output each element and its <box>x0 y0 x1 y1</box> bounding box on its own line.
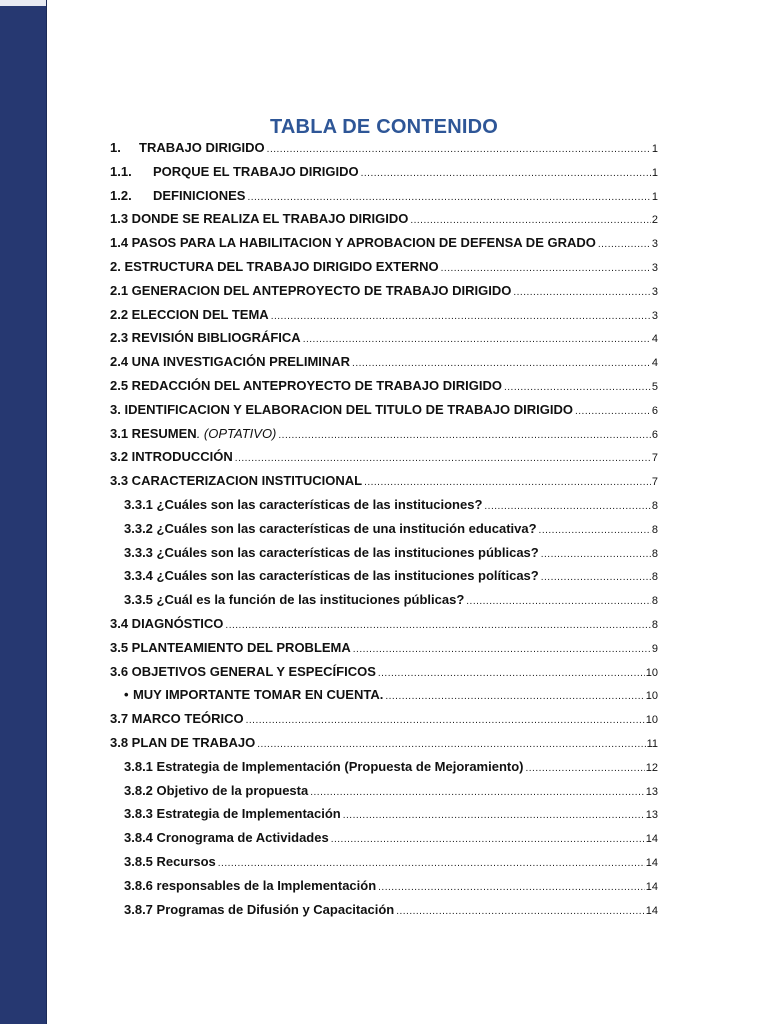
toc-entry[interactable] <box>110 711 658 735</box>
toc-page-number: 8 <box>651 499 658 512</box>
toc-entry[interactable] <box>110 545 658 569</box>
toc-page-number: 3 <box>651 238 658 251</box>
toc-page-number: 8 <box>651 523 658 536</box>
toc-dot-leader <box>378 668 645 679</box>
toc-page-number: 14 <box>645 904 658 917</box>
toc-dot-leader <box>235 453 651 464</box>
toc-dot-leader <box>575 406 651 417</box>
toc-entry[interactable] <box>110 640 658 664</box>
toc-page-number: 1 <box>651 143 658 155</box>
toc-dot-leader <box>513 287 651 298</box>
toc-entry[interactable] <box>110 449 658 473</box>
toc-entry-number: 1. <box>110 140 121 155</box>
toc-entry-text: 2.3 REVISIÓN BIBLIOGRÁFICA <box>110 330 301 346</box>
toc-page-number: 8 <box>651 595 658 608</box>
toc-dot-leader <box>310 787 645 798</box>
toc-page-number: 6 <box>651 404 658 417</box>
toc-dot-leader <box>247 192 650 203</box>
toc-entry[interactable] <box>110 497 658 521</box>
toc-page-number: 10 <box>645 666 658 679</box>
toc-entry-text: TRABAJO DIRIGIDO <box>139 140 265 155</box>
toc-entry-text: 3.8.5 Recursos <box>124 853 216 869</box>
toc-entry-text: 3.5 PLANTEAMIENTO DEL PROBLEMA <box>110 639 351 655</box>
toc-dot-leader <box>484 501 650 512</box>
toc-entry-text: 3.8.3 Estrategia de Implementación <box>124 806 341 822</box>
toc-entry-text: 3.3.3 ¿Cuáles son las características de las instituciones públicas? <box>124 544 539 560</box>
toc-page-number: 2 <box>651 214 658 227</box>
toc-entry-text: 3.3.2 ¿Cuáles son las características de una institución educativa? <box>124 520 537 536</box>
toc-entry[interactable] <box>110 164 658 188</box>
toc-entry-subtext: . (OPTATIVO) <box>196 425 277 441</box>
toc-dot-leader <box>378 882 645 893</box>
toc-entry[interactable] <box>110 830 658 854</box>
toc-entry-text: PORQUE EL TRABAJO DIRIGIDO <box>153 163 359 179</box>
toc-entry[interactable] <box>110 806 658 830</box>
toc-entry-text: 3.8 PLAN DE TRABAJO <box>110 734 256 750</box>
toc-dot-leader <box>541 572 651 583</box>
toc-entry-text: DEFINICIONES <box>153 187 246 203</box>
toc-entry-text: 3.6 OBJETIVOS GENERAL Y ESPECÍFICOS <box>110 663 376 679</box>
toc-entry-text: 3.1 RESUMEN <box>110 425 197 441</box>
toc-page-number: 14 <box>645 833 658 846</box>
toc-entry-text: 1.4 PASOS PARA LA HABILITACION Y APROBACION DE DEFENSA DE GRADO <box>110 235 596 251</box>
toc-dot-leader <box>246 715 645 726</box>
toc-page-number: 1 <box>651 190 658 203</box>
toc-dot-leader <box>364 477 651 488</box>
toc-page-number: 9 <box>651 642 658 655</box>
toc-entry-text: 3.8.2 Objetivo de la propuesta <box>124 782 309 798</box>
toc-entry[interactable] <box>110 878 658 902</box>
toc-entry[interactable] <box>110 140 658 164</box>
toc-entry[interactable] <box>110 378 658 402</box>
toc-dot-leader <box>303 334 651 345</box>
toc-entry[interactable] <box>110 473 658 497</box>
toc-dot-leader <box>267 144 651 155</box>
toc-dot-leader <box>539 525 651 536</box>
toc-entry[interactable] <box>110 568 658 592</box>
toc-entry-text: MUY IMPORTANTE TOMAR EN CUENTA. <box>132 687 384 703</box>
toc-page-number: 3 <box>651 261 658 274</box>
toc-dot-leader <box>343 810 645 821</box>
toc-dot-leader <box>271 311 651 322</box>
page-side-band-edge <box>0 0 46 6</box>
toc-entry[interactable] <box>110 521 658 545</box>
toc-entry[interactable] <box>110 330 658 354</box>
page-side-band <box>0 0 47 1024</box>
toc-entry-text: 1.3 DONDE SE REALIZA EL TRABAJO DIRIGIDO <box>110 211 409 227</box>
toc-entry-text: 3.2 INTRODUCCIÓN <box>110 449 233 465</box>
toc-dot-leader <box>225 620 650 631</box>
toc-entry-number: 1.1. <box>110 163 132 179</box>
toc-page-number: 1 <box>651 166 658 179</box>
toc-page-number: 8 <box>651 571 658 584</box>
toc-entry[interactable] <box>110 687 658 711</box>
toc-entry[interactable] <box>110 783 658 807</box>
toc-entry[interactable] <box>110 354 658 378</box>
toc-dot-leader <box>385 691 644 702</box>
toc-entry-text: 3.8.1 Estrategia de Implementación (Propuesta de Mejoramiento) <box>124 758 524 774</box>
toc-dot-leader <box>257 739 645 750</box>
toc-page-number: 6 <box>651 428 658 441</box>
toc-dot-leader <box>526 763 645 774</box>
toc-entry[interactable] <box>110 854 658 878</box>
toc-entry-text: 3.3.4 ¿Cuáles son las características de las instituciones políticas? <box>124 568 539 584</box>
toc-page-number: 13 <box>645 785 658 798</box>
toc-dot-leader <box>353 644 651 655</box>
toc-dot-leader <box>331 834 645 845</box>
toc-entry-text: 2.2 ELECCION DEL TEMA <box>110 306 269 322</box>
toc-entry-text: 2.5 REDACCIÓN DEL ANTEPROYECTO DE TRABAJO DIRIGIDO <box>110 377 502 393</box>
toc-page-number: 10 <box>645 714 658 727</box>
toc-page-number: 8 <box>651 547 658 560</box>
toc-entry-text: 3.8.7 Programas de Difusión y Capacitación <box>124 901 395 917</box>
toc-entry[interactable] <box>110 616 658 640</box>
toc-entry[interactable] <box>110 235 658 259</box>
toc-dot-leader <box>352 358 651 369</box>
toc-entry[interactable] <box>110 902 658 926</box>
toc-entry-text: 2.4 UNA INVESTIGACIÓN PRELIMINAR <box>110 354 351 370</box>
toc-entry-text: 3.3.1 ¿Cuáles son las características de las instituciones? <box>124 496 483 512</box>
toc-dot-leader <box>541 549 651 560</box>
toc-entry[interactable] <box>110 188 658 212</box>
toc-page-number: 7 <box>651 452 658 465</box>
toc-entry[interactable] <box>110 402 658 426</box>
toc-dot-leader <box>278 430 650 441</box>
toc-page-number: 11 <box>646 737 658 750</box>
bullet-icon: • <box>124 687 129 703</box>
toc-entry[interactable] <box>110 307 658 331</box>
toc-entry-number: 1.2. <box>110 187 132 203</box>
toc-entry[interactable] <box>110 592 658 616</box>
toc-entry[interactable] <box>110 426 658 450</box>
toc-entry[interactable] <box>110 259 658 283</box>
toc-entry[interactable] <box>110 283 658 307</box>
toc-dot-leader <box>218 858 645 869</box>
toc-dot-leader <box>466 596 651 607</box>
toc-dot-leader <box>396 906 645 917</box>
toc-page-number: 14 <box>645 880 658 893</box>
toc-entry-text: 2.1 GENERACION DEL ANTEPROYECTO DE TRABAJO DIRIGIDO <box>110 282 512 298</box>
toc-page-number: 3 <box>651 285 658 298</box>
toc-page-number: 13 <box>645 809 658 822</box>
toc-page-number: 10 <box>645 690 658 703</box>
toc-dot-leader <box>361 168 651 179</box>
toc-entry-text: 3.8.4 Cronograma de Actividades <box>124 830 329 846</box>
toc-entry-text: 3. IDENTIFICACION Y ELABORACION DEL TITULO DE TRABAJO DIRIGIDO <box>110 401 573 417</box>
toc-page-number: 4 <box>651 333 658 346</box>
toc-entry-text: 3.8.6 responsables de la Implementación <box>124 877 377 893</box>
toc-entry-text: 3.7 MARCO TEÓRICO <box>110 711 244 727</box>
toc-entry[interactable] <box>110 211 658 235</box>
toc-entry[interactable] <box>110 759 658 783</box>
toc-page-number: 12 <box>645 761 658 774</box>
toc-title: TABLA DE CONTENIDO <box>269 116 499 138</box>
toc-page-number: 8 <box>651 618 658 631</box>
toc-entry[interactable] <box>110 735 658 759</box>
toc-page-number: 5 <box>651 380 658 393</box>
toc-entry[interactable] <box>110 664 658 688</box>
toc-entry-text: 3.3.5 ¿Cuál es la función de las instituciones públicas? <box>124 592 465 608</box>
toc-dot-leader <box>410 215 651 226</box>
toc-page-number: 7 <box>651 476 658 489</box>
toc-dot-leader <box>441 263 651 274</box>
toc-dot-leader <box>598 239 651 250</box>
toc-entry-text: 3.3 CARACTERIZACION INSTITUCIONAL <box>110 473 363 489</box>
toc-list <box>110 140 658 925</box>
toc-page-number: 3 <box>651 309 658 322</box>
toc-page-number: 14 <box>645 856 658 869</box>
toc-dot-leader <box>504 382 651 393</box>
toc-entry-text: 3.4 DIAGNÓSTICO <box>110 615 224 631</box>
toc-entry-text: 2. ESTRUCTURA DEL TRABAJO DIRIGIDO EXTERNO <box>110 258 439 274</box>
toc-page-number: 4 <box>651 357 658 370</box>
